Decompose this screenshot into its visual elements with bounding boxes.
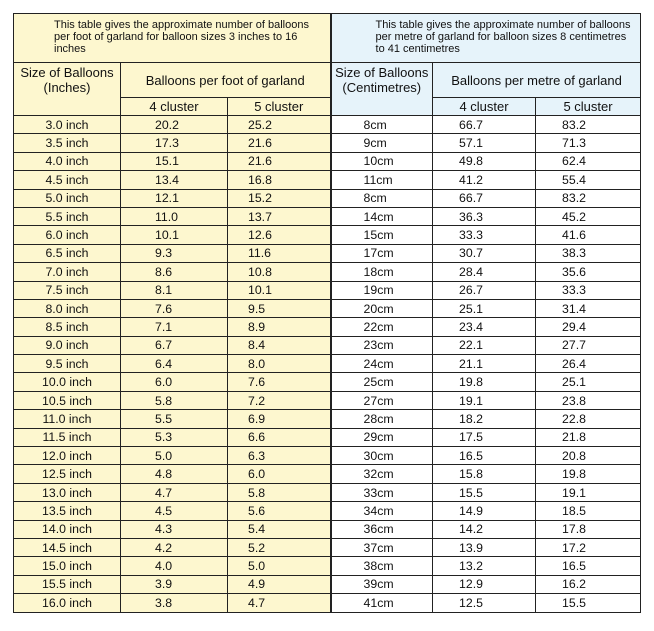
table-row — [14, 299, 641, 317]
cell-size-inches: 9.5 inch — [14, 355, 121, 373]
cell-metre-4-cluster: 19.1 — [433, 391, 536, 409]
cell-metre-5-cluster: 27.7 — [536, 336, 641, 354]
cell-size-centimetres: 8cm — [331, 116, 433, 134]
table-row — [14, 263, 641, 281]
cell-foot-4-cluster: 4.7 — [121, 483, 228, 501]
cell-foot-4-cluster: 5.3 — [121, 428, 228, 446]
cell-metre-4-cluster: 17.5 — [433, 428, 536, 446]
cell-size-centimetres: 11cm — [331, 171, 433, 189]
cell-metre-4-cluster: 14.9 — [433, 502, 536, 520]
cell-foot-4-cluster: 20.2 — [121, 116, 228, 134]
cell-size-inches: 8.0 inch — [14, 299, 121, 317]
cell-size-inches: 7.5 inch — [14, 281, 121, 299]
cell-size-centimetres: 20cm — [331, 299, 433, 317]
table-row — [14, 189, 641, 207]
cell-foot-5-cluster: 13.7 — [228, 207, 331, 225]
cell-metre-5-cluster: 18.5 — [536, 502, 641, 520]
cell-foot-4-cluster: 4.2 — [121, 538, 228, 556]
cell-metre-4-cluster: 13.9 — [433, 538, 536, 556]
cell-size-centimetres: 36cm — [331, 520, 433, 538]
cell-foot-4-cluster: 4.5 — [121, 502, 228, 520]
intro-centimetres — [331, 14, 641, 63]
cell-metre-5-cluster: 20.8 — [536, 447, 641, 465]
cell-metre-5-cluster: 16.5 — [536, 557, 641, 575]
cell-size-centimetres: 22cm — [331, 318, 433, 336]
cell-metre-4-cluster: 33.3 — [433, 226, 536, 244]
cell-foot-5-cluster: 6.0 — [228, 465, 331, 483]
cell-foot-5-cluster: 8.9 — [228, 318, 331, 336]
cell-metre-4-cluster: 22.1 — [433, 336, 536, 354]
cell-size-centimetres: 33cm — [331, 483, 433, 501]
intro-inches-text: This table gives the approximate number of balloons per foot of garland for balloon sizes 3 inches to 16 inches — [54, 19, 309, 55]
cell-size-inches: 16.0 inch — [14, 594, 121, 612]
table-row — [14, 447, 641, 465]
cell-size-inches: 15.0 inch — [14, 557, 121, 575]
cell-foot-5-cluster: 4.9 — [228, 575, 331, 593]
cell-foot-4-cluster: 4.0 — [121, 557, 228, 575]
cell-foot-5-cluster: 21.6 — [228, 152, 331, 170]
cell-size-centimetres: 8cm — [331, 189, 433, 207]
cell-metre-5-cluster: 25.1 — [536, 373, 641, 391]
cell-metre-4-cluster: 23.4 — [433, 318, 536, 336]
cell-foot-4-cluster: 9.3 — [121, 244, 228, 262]
table-row — [14, 594, 641, 612]
cell-size-centimetres: 38cm — [331, 557, 433, 575]
cell-foot-4-cluster: 4.8 — [121, 465, 228, 483]
cell-foot-5-cluster: 5.0 — [228, 557, 331, 575]
cell-size-centimetres: 29cm — [331, 428, 433, 446]
cell-foot-5-cluster: 16.8 — [228, 171, 331, 189]
cell-size-inches: 13.0 inch — [14, 483, 121, 501]
header-size-centimetres: Size of Balloons (Centimetres) — [331, 63, 433, 116]
cell-metre-4-cluster: 66.7 — [433, 189, 536, 207]
cell-metre-5-cluster: 23.8 — [536, 391, 641, 409]
header-size-inches: Size of Balloons (Inches) — [14, 63, 121, 116]
cell-foot-5-cluster: 8.4 — [228, 336, 331, 354]
cell-foot-4-cluster: 12.1 — [121, 189, 228, 207]
table-row — [14, 538, 641, 556]
cell-size-inches: 5.0 inch — [14, 189, 121, 207]
cell-size-inches: 4.0 inch — [14, 152, 121, 170]
table-row — [14, 520, 641, 538]
cell-metre-4-cluster: 12.9 — [433, 575, 536, 593]
cell-size-inches: 6.5 inch — [14, 244, 121, 262]
cell-metre-4-cluster: 57.1 — [433, 134, 536, 152]
table-row — [14, 207, 641, 225]
cell-size-centimetres: 37cm — [331, 538, 433, 556]
table-row — [14, 318, 641, 336]
cell-size-centimetres: 18cm — [331, 263, 433, 281]
cell-metre-4-cluster: 13.2 — [433, 557, 536, 575]
cell-size-centimetres: 34cm — [331, 502, 433, 520]
cell-metre-4-cluster: 30.7 — [433, 244, 536, 262]
cell-size-centimetres: 39cm — [331, 575, 433, 593]
cell-foot-5-cluster: 8.0 — [228, 355, 331, 373]
cell-size-centimetres: 23cm — [331, 336, 433, 354]
cell-metre-4-cluster: 18.2 — [433, 410, 536, 428]
cell-size-centimetres: 28cm — [331, 410, 433, 428]
cell-foot-5-cluster: 7.6 — [228, 373, 331, 391]
cell-foot-5-cluster: 5.4 — [228, 520, 331, 538]
cell-size-inches: 10.5 inch — [14, 391, 121, 409]
cell-foot-4-cluster: 5.8 — [121, 391, 228, 409]
cell-metre-5-cluster: 38.3 — [536, 244, 641, 262]
cell-metre-5-cluster: 26.4 — [536, 355, 641, 373]
cell-foot-4-cluster: 3.8 — [121, 594, 228, 612]
cell-foot-4-cluster: 5.0 — [121, 447, 228, 465]
table-row — [14, 373, 641, 391]
intro-centimetres-text: This table gives the approximate number of balloons per metre of garland for balloon sizes 8 centimetres to 41 centimetres — [375, 19, 631, 55]
cell-size-centimetres: 9cm — [331, 134, 433, 152]
table-row — [14, 171, 641, 189]
table-row — [14, 134, 641, 152]
cell-foot-5-cluster: 4.7 — [228, 594, 331, 612]
cell-metre-5-cluster: 33.3 — [536, 281, 641, 299]
cell-size-inches: 8.5 inch — [14, 318, 121, 336]
cell-size-inches: 11.5 inch — [14, 428, 121, 446]
cell-foot-4-cluster: 15.1 — [121, 152, 228, 170]
cell-metre-4-cluster: 36.3 — [433, 207, 536, 225]
cell-size-inches: 3.0 inch — [14, 116, 121, 134]
cell-metre-5-cluster: 15.5 — [536, 594, 641, 612]
cell-foot-4-cluster: 4.3 — [121, 520, 228, 538]
cell-size-centimetres: 27cm — [331, 391, 433, 409]
cell-size-centimetres: 14cm — [331, 207, 433, 225]
cell-metre-4-cluster: 25.1 — [433, 299, 536, 317]
cell-foot-5-cluster: 5.2 — [228, 538, 331, 556]
cell-metre-5-cluster: 35.6 — [536, 263, 641, 281]
cell-foot-4-cluster: 10.1 — [121, 226, 228, 244]
table-row — [14, 428, 641, 446]
cell-metre-4-cluster: 21.1 — [433, 355, 536, 373]
cell-foot-5-cluster: 6.6 — [228, 428, 331, 446]
table-row — [14, 152, 641, 170]
cell-metre-5-cluster: 16.2 — [536, 575, 641, 593]
cell-foot-5-cluster: 25.2 — [228, 116, 331, 134]
cell-metre-5-cluster: 83.2 — [536, 116, 641, 134]
cell-metre-4-cluster: 12.5 — [433, 594, 536, 612]
cell-foot-5-cluster: 5.6 — [228, 502, 331, 520]
cell-foot-5-cluster: 6.9 — [228, 410, 331, 428]
cell-metre-4-cluster: 41.2 — [433, 171, 536, 189]
cell-metre-5-cluster: 71.3 — [536, 134, 641, 152]
cell-foot-5-cluster: 11.6 — [228, 244, 331, 262]
cell-foot-4-cluster: 3.9 — [121, 575, 228, 593]
cell-metre-5-cluster: 22.8 — [536, 410, 641, 428]
table-row — [14, 410, 641, 428]
cell-foot-4-cluster: 5.5 — [121, 410, 228, 428]
header-per-metre: Balloons per metre of garland — [433, 63, 641, 98]
table-row — [14, 391, 641, 409]
cell-size-inches: 15.5 inch — [14, 575, 121, 593]
cell-foot-4-cluster: 13.4 — [121, 171, 228, 189]
cell-foot-5-cluster: 9.5 — [228, 299, 331, 317]
cell-size-centimetres: 24cm — [331, 355, 433, 373]
cell-metre-5-cluster: 19.8 — [536, 465, 641, 483]
cell-size-inches: 12.5 inch — [14, 465, 121, 483]
table-row — [14, 244, 641, 262]
cell-size-centimetres: 17cm — [331, 244, 433, 262]
table-row — [14, 502, 641, 520]
cell-metre-5-cluster: 17.8 — [536, 520, 641, 538]
cell-foot-5-cluster: 10.8 — [228, 263, 331, 281]
cell-metre-4-cluster: 66.7 — [433, 116, 536, 134]
cell-size-inches: 14.0 inch — [14, 520, 121, 538]
cell-foot-5-cluster: 12.6 — [228, 226, 331, 244]
cell-size-centimetres: 19cm — [331, 281, 433, 299]
cell-metre-5-cluster: 29.4 — [536, 318, 641, 336]
cell-metre-5-cluster: 83.2 — [536, 189, 641, 207]
cell-foot-4-cluster: 11.0 — [121, 207, 228, 225]
cell-metre-5-cluster: 17.2 — [536, 538, 641, 556]
cell-foot-4-cluster: 6.4 — [121, 355, 228, 373]
table-row — [14, 226, 641, 244]
cell-foot-4-cluster: 17.3 — [121, 134, 228, 152]
header-per-foot: Balloons per foot of garland — [121, 63, 331, 98]
cell-size-inches: 5.5 inch — [14, 207, 121, 225]
table-row — [14, 355, 641, 373]
header-metre-4-cluster: 4 cluster — [433, 98, 536, 116]
cell-foot-5-cluster: 21.6 — [228, 134, 331, 152]
cell-size-inches: 4.5 inch — [14, 171, 121, 189]
header-foot-4-cluster: 4 cluster — [121, 98, 228, 116]
cell-size-inches: 13.5 inch — [14, 502, 121, 520]
cell-metre-4-cluster: 19.8 — [433, 373, 536, 391]
cell-metre-4-cluster: 14.2 — [433, 520, 536, 538]
intro-inches — [14, 14, 331, 63]
header-foot-5-cluster: 5 cluster — [228, 98, 331, 116]
cell-size-inches: 11.0 inch — [14, 410, 121, 428]
cell-metre-5-cluster: 45.2 — [536, 207, 641, 225]
cell-metre-4-cluster: 49.8 — [433, 152, 536, 170]
cell-metre-4-cluster: 15.8 — [433, 465, 536, 483]
table-row — [14, 483, 641, 501]
cell-size-inches: 6.0 inch — [14, 226, 121, 244]
garland-balloon-table — [13, 13, 641, 613]
cell-foot-5-cluster: 15.2 — [228, 189, 331, 207]
cell-size-inches: 12.0 inch — [14, 447, 121, 465]
cell-size-inches: 3.5 inch — [14, 134, 121, 152]
cell-size-centimetres: 30cm — [331, 447, 433, 465]
cell-size-centimetres: 15cm — [331, 226, 433, 244]
cell-metre-5-cluster: 62.4 — [536, 152, 641, 170]
cell-metre-4-cluster: 16.5 — [433, 447, 536, 465]
cell-size-inches: 7.0 inch — [14, 263, 121, 281]
table-row — [14, 557, 641, 575]
table-row — [14, 465, 641, 483]
cell-metre-4-cluster: 28.4 — [433, 263, 536, 281]
cell-metre-5-cluster: 21.8 — [536, 428, 641, 446]
cell-foot-4-cluster: 6.0 — [121, 373, 228, 391]
cell-size-inches: 14.5 inch — [14, 538, 121, 556]
cell-metre-4-cluster: 26.7 — [433, 281, 536, 299]
cell-size-centimetres: 41cm — [331, 594, 433, 612]
cell-size-inches: 9.0 inch — [14, 336, 121, 354]
cell-size-centimetres: 10cm — [331, 152, 433, 170]
table-row — [14, 116, 641, 134]
cell-foot-4-cluster: 6.7 — [121, 336, 228, 354]
cell-metre-5-cluster: 55.4 — [536, 171, 641, 189]
header-metre-5-cluster: 5 cluster — [536, 98, 641, 116]
cell-foot-5-cluster: 7.2 — [228, 391, 331, 409]
cell-metre-5-cluster: 19.1 — [536, 483, 641, 501]
cell-foot-5-cluster: 5.8 — [228, 483, 331, 501]
table-row — [14, 281, 641, 299]
cell-foot-5-cluster: 6.3 — [228, 447, 331, 465]
cell-metre-4-cluster: 15.5 — [433, 483, 536, 501]
cell-foot-5-cluster: 10.1 — [228, 281, 331, 299]
cell-size-centimetres: 32cm — [331, 465, 433, 483]
cell-metre-5-cluster: 41.6 — [536, 226, 641, 244]
cell-foot-4-cluster: 7.6 — [121, 299, 228, 317]
cell-metre-5-cluster: 31.4 — [536, 299, 641, 317]
cell-foot-4-cluster: 7.1 — [121, 318, 228, 336]
cell-size-centimetres: 25cm — [331, 373, 433, 391]
cell-foot-4-cluster: 8.6 — [121, 263, 228, 281]
cell-foot-4-cluster: 8.1 — [121, 281, 228, 299]
cell-size-inches: 10.0 inch — [14, 373, 121, 391]
table-row — [14, 336, 641, 354]
table-row — [14, 575, 641, 593]
